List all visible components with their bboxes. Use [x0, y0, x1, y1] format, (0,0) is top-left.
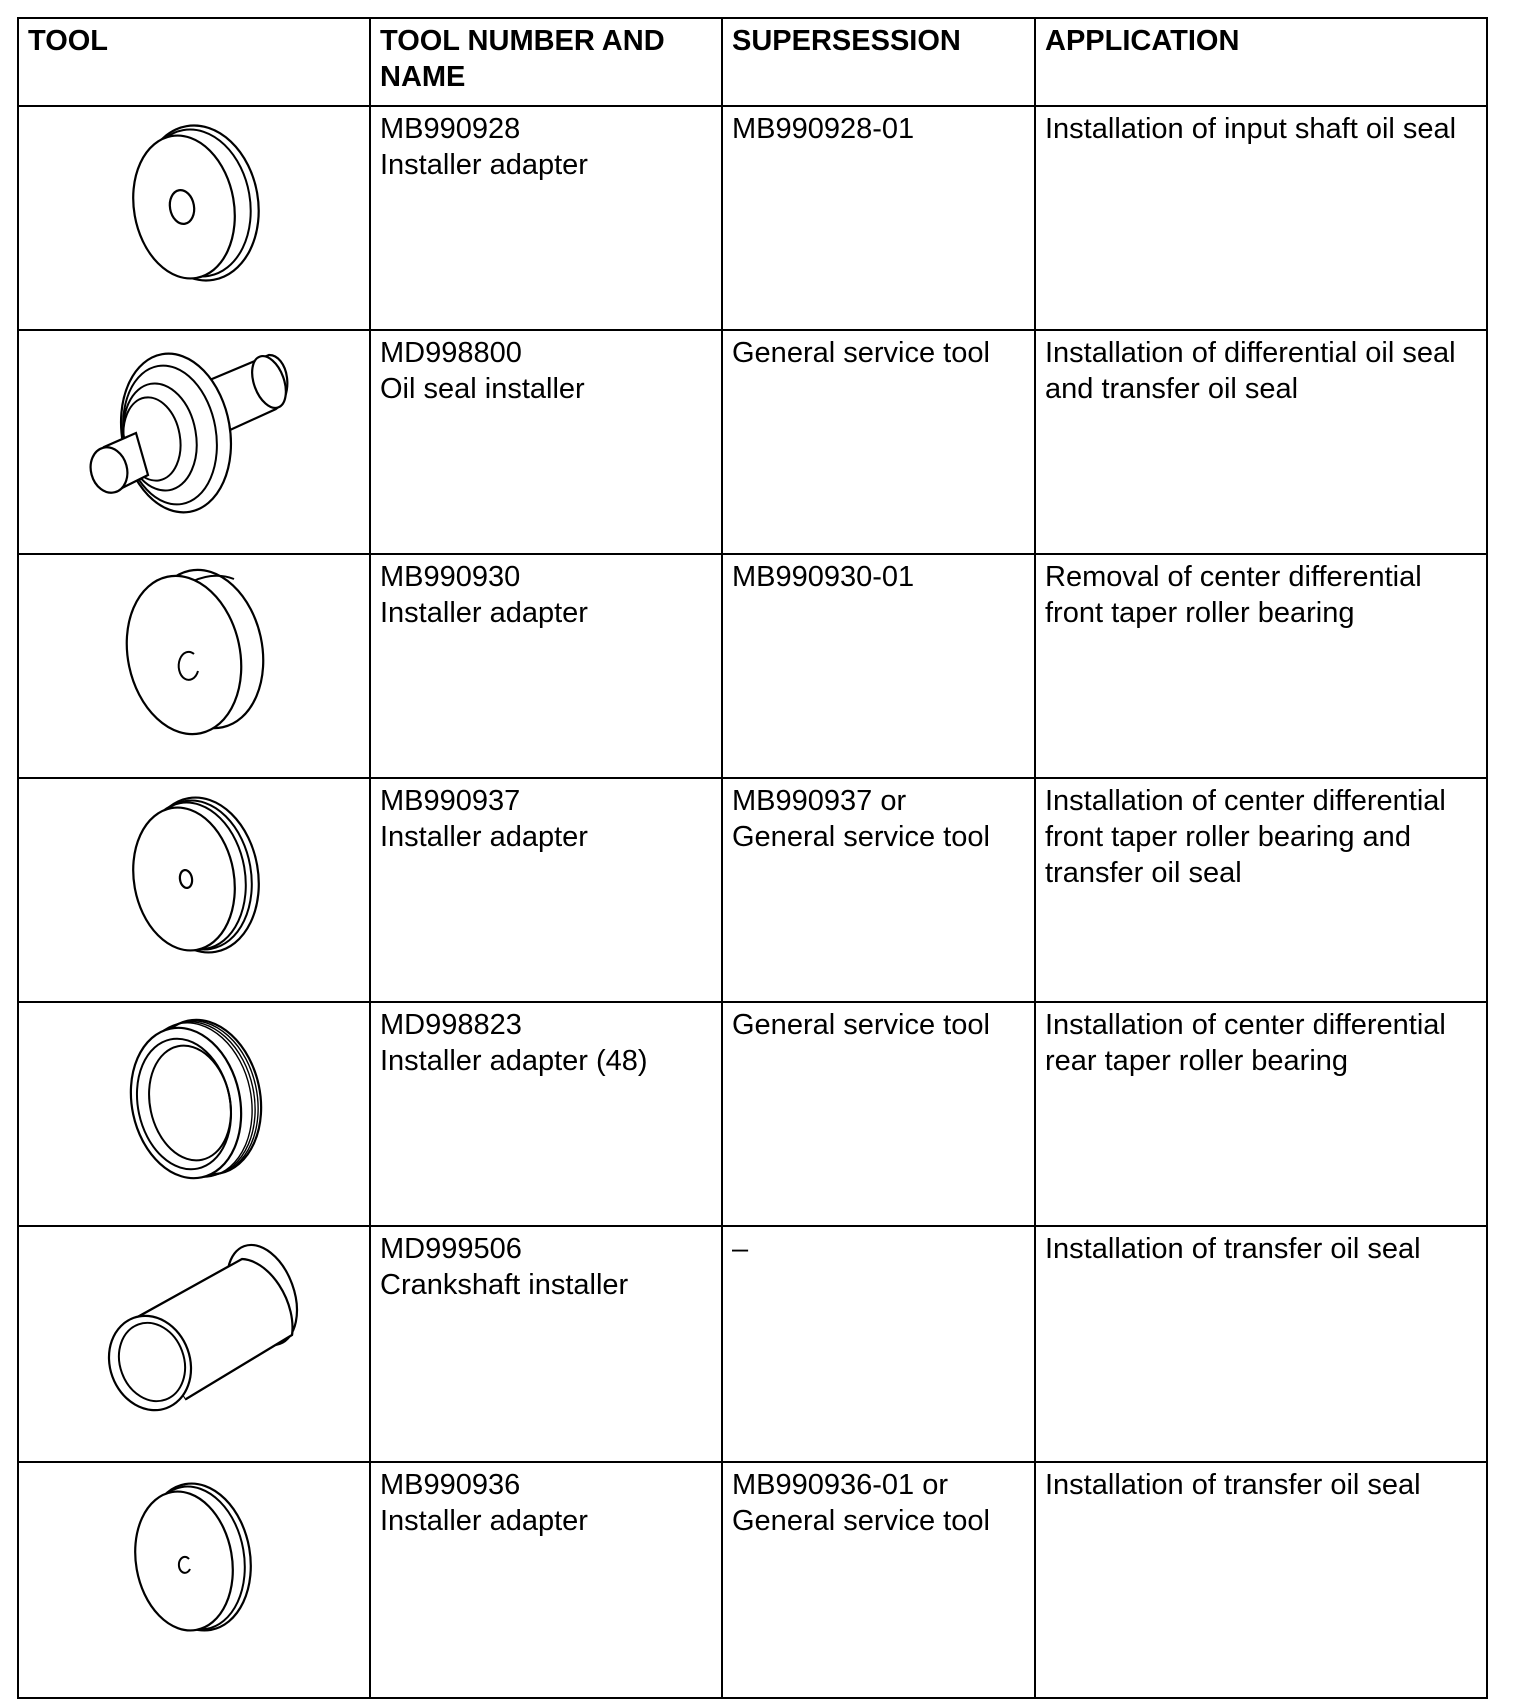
tool-number: MB990928 — [380, 113, 521, 145]
application-cell: Installation of center differential rear taper roller bearing — [1035, 1002, 1487, 1226]
tool-number-name-cell — [370, 1226, 722, 1462]
tool-number: MB990937 — [380, 785, 521, 817]
table-row — [18, 330, 1487, 554]
installer-adapter-ring-icon — [94, 1007, 294, 1197]
tool-number: MB990936 — [380, 1469, 521, 1501]
tool-name: Installer adapter — [380, 597, 588, 629]
application-cell: Installation of center differential front taper roller bearing and transfer oil seal — [1035, 778, 1487, 1002]
table-row — [18, 1002, 1487, 1226]
supersession-cell: MB990936-01 or General service tool — [722, 1462, 1035, 1698]
tool-number: MD999506 — [380, 1233, 522, 1265]
tool-number-name-cell — [370, 554, 722, 778]
tool-number-name-cell — [370, 1002, 722, 1226]
supersession-cell: MB990937 or General service tool — [722, 778, 1035, 1002]
tool-name: Installer adapter — [380, 821, 588, 853]
oil-seal-installer-icon — [64, 335, 324, 525]
application-cell: Installation of transfer oil seal — [1035, 1462, 1487, 1698]
tool-name: Crankshaft installer — [380, 1269, 629, 1301]
header-tool-number-and-name: TOOL NUMBER AND NAME — [370, 18, 722, 106]
tool-name: Oil seal installer — [380, 373, 585, 405]
table-row — [18, 778, 1487, 1002]
crankshaft-installer-icon — [74, 1231, 314, 1421]
header-row — [18, 18, 1487, 106]
tool-number-name-cell — [370, 106, 722, 330]
installer-adapter-icon — [94, 1467, 294, 1657]
supersession-cell: General service tool — [722, 330, 1035, 554]
tool-number-name-cell — [370, 778, 722, 1002]
tool-image-cell — [18, 330, 370, 554]
tool-name: Installer adapter (48) — [380, 1045, 648, 1077]
table-row — [18, 106, 1487, 330]
supersession-cell: – — [722, 1226, 1035, 1462]
supersession-cell: General service tool — [722, 1002, 1035, 1226]
tool-name: Installer adapter — [380, 1505, 588, 1537]
application-cell: Installation of differential oil seal and transfer oil seal — [1035, 330, 1487, 554]
tool-image-cell — [18, 1002, 370, 1226]
header-application: APPLICATION — [1035, 18, 1487, 106]
tool-number: MD998800 — [380, 337, 522, 369]
tool-number: MB990930 — [380, 561, 521, 593]
tool-number-name-cell — [370, 1462, 722, 1698]
installer-adapter-icon — [94, 783, 294, 973]
header-supersession: SUPERSESSION — [722, 18, 1035, 106]
table-row — [18, 1226, 1487, 1462]
supersession-cell: MB990928-01 — [722, 106, 1035, 330]
tool-name: Installer adapter — [380, 149, 588, 181]
installer-adapter-icon — [94, 111, 294, 301]
supersession-cell: MB990930-01 — [722, 554, 1035, 778]
application-cell: Removal of center differential front taper roller bearing — [1035, 554, 1487, 778]
special-tools-table — [17, 17, 1488, 1699]
tool-image-cell — [18, 778, 370, 1002]
tool-number-name-cell — [370, 330, 722, 554]
table-row — [18, 554, 1487, 778]
tool-image-cell — [18, 106, 370, 330]
table-row — [18, 1462, 1487, 1698]
tool-image-cell — [18, 1226, 370, 1462]
tool-number: MD998823 — [380, 1009, 522, 1041]
installer-adapter-icon — [94, 559, 294, 749]
tool-image-cell — [18, 1462, 370, 1698]
header-tool: TOOL — [18, 18, 370, 106]
application-cell: Installation of transfer oil seal — [1035, 1226, 1487, 1462]
tool-image-cell — [18, 554, 370, 778]
application-cell: Installation of input shaft oil seal — [1035, 106, 1487, 330]
